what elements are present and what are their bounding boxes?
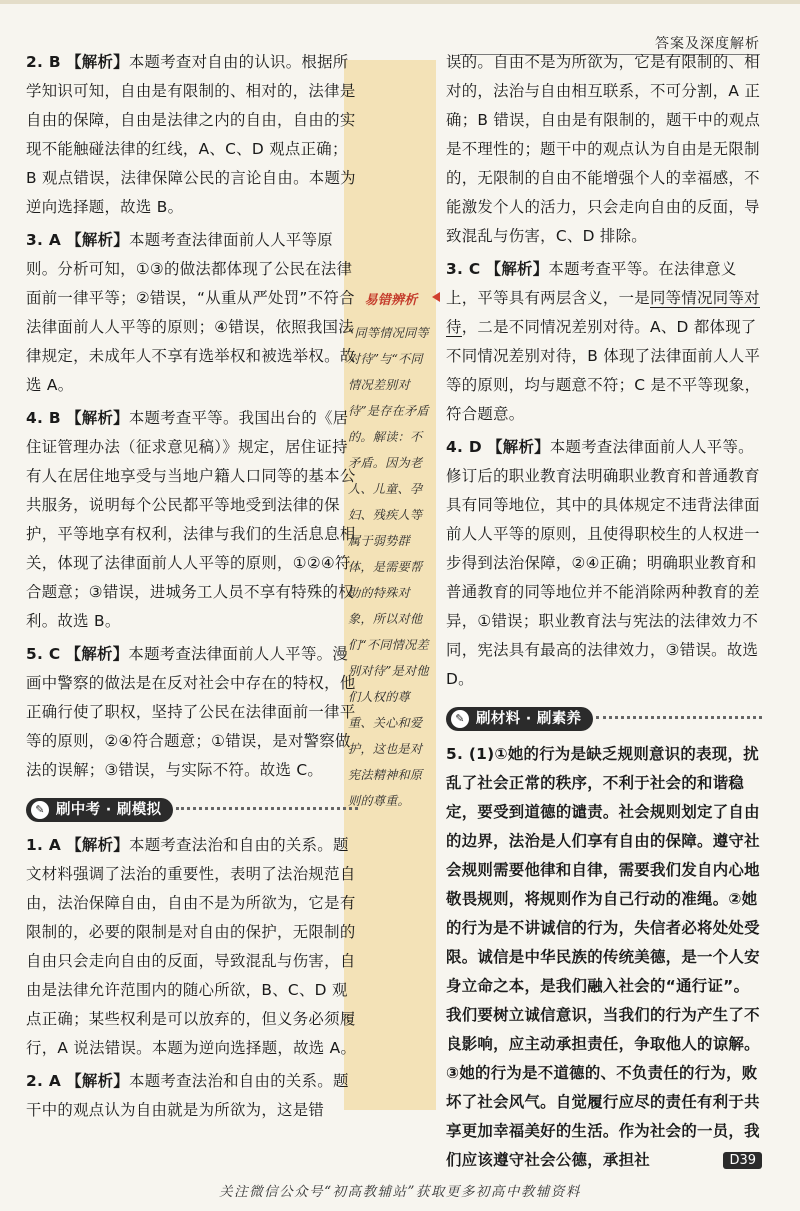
answer-q5 (26, 640, 358, 785)
book-icon: ✎ (31, 801, 49, 819)
banner-pill (26, 798, 173, 822)
answer-q2 (26, 48, 358, 222)
top-rule (0, 0, 800, 4)
section-banner-material (446, 704, 762, 732)
answer-q3 (26, 226, 358, 400)
answer-number: 3. A (26, 231, 62, 249)
answer-m2-continued (446, 48, 762, 251)
answer-text: 本题考查法治和自由的关系。题文材料强调了法治的重要性，表明了法治规范自由，法治保障自由，自由不是为所欲为，它是有限制的，必要的限制是对自由的保护，无限制的自由只会走向自由的反面，导致混乱与伤害，自由是法律允许范围内的随心所欲，B、C、D 观点正确；某些权利是可以放弃的，但义务必须履行，A 说法错误。本题为逆向选择题，故选 A。 (26, 836, 357, 1057)
answer-m5 (446, 740, 762, 1175)
answer-m2 (26, 1067, 358, 1125)
banner-label: 刷中考 · 刷模拟 (56, 802, 162, 818)
analysis-tag: 【解析】 (66, 836, 129, 854)
answer-text: 误的。自由不是为所欲为，它是有限制的、相对的，法治与自由相互联系，不可分割，A 正确；B 错误，自由是有限制的，题干中的观点是不理性的；题干中的观点认为自由是无限制的，无限制的自由不能增强个人的幸福感，不能激发个人的活力，只会走向自由的反面，导致混乱与伤害，C、D 排除。 (446, 53, 761, 245)
answer-q4 (26, 404, 358, 636)
footer-note: 关注微信公众号“初高教辅站”获取更多初高中教辅资料 (219, 1184, 581, 1200)
answer-number: 5. (446, 745, 464, 763)
page-number: D39 (723, 1152, 762, 1169)
banner-pill (446, 707, 593, 731)
arrow-left-icon (432, 292, 440, 302)
answer-number: 5. C (26, 645, 61, 663)
answer-text: 本题考查对自由的认识。根据所学知识可知，自由是有限制的、相对的，法律是自由的保障，自由是法律之内的自由，自由的实现不能触碰法律的红线，A、C、D 观点正确；B 观点错误，法律保障公民的言论自由。本题为逆向选择题，故选 B。 (26, 53, 356, 216)
book-icon: ✎ (451, 710, 469, 728)
mistake-note-title: 易错辨析 (364, 293, 418, 308)
analysis-tag: 【解析】 (66, 53, 129, 71)
underlined-phrase: 同等情况同等对待 (446, 289, 760, 336)
answer-m4 (446, 433, 762, 694)
answer-number: 4. D (446, 438, 482, 456)
answer-text: (1)①她的行为是缺乏规则意识的表现，扰乱了社会正常的秩序，不利于社会的和谐稳定，要受到道德的谴责。社会规则划定了自由的边界，法治是人们享有自由的保障。遵守社会规则需要他律和自律，需要我们发自内心地敬畏规则，将规则作为自己行动的准绳。②她的行为是不讲诚信的行为，失信者必将处处受限。诚信是中华民族的传统美德，是一个人安身立命之本，是我们融入社会的“通行证”。我们要树立诚信意识，当我们的行为产生了不良影响，应主动承担责任，争取他人的谅解。③她的行为是不道德的、不负责任的行为，败坏了社会风气。自觉履行应尽的责任有利于共享更加幸福美好的生活。作为社会的一员，我们应该遵守社会公德，承担社 (446, 745, 760, 1169)
section-banner-mock (26, 795, 358, 823)
answer-m1 (26, 831, 358, 1063)
banner-dots (596, 716, 762, 719)
answer-number: 4. B (26, 409, 61, 427)
answer-text: 本题考查平等。在法律意义上，平等具有两层含义，一是 (446, 260, 737, 307)
answer-number: 2. B (26, 53, 61, 71)
answer-text: 本题考查法律面前人人平等。修订后的职业教育法明确职业教育和普通教育具有同等地位，其中的具体规定不违背法律面前人人平等的原则，且使得职校生的人权进一步得到法治保障，②④正确；明确职业教育和普通教育的同等地位并不能消除两种教育的差异，①错误；职业教育法与宪法的法律效力不同，宪法具有最高的法律效力，③错误。故选 D。 (446, 438, 760, 688)
banner-dots (176, 807, 358, 810)
mistake-note-text: “同等情况同等对待”与“不同情况差别对待”是存在矛盾的。解读：不矛盾。因为老人、儿童、孕妇、残疾人等属于弱势群体，是需要帮助的特殊对象，所以对他们“不同情况差别对待”是对他们人权的尊重、关心和爱护，这也是对宪法精神和原则的尊重。 (348, 326, 429, 808)
mistake-note (348, 288, 434, 814)
answer-m3 (446, 255, 762, 429)
analysis-tag: 【解析】 (66, 231, 129, 249)
section-header: 答案及深度解析 (655, 36, 760, 52)
right-column (446, 48, 762, 1179)
answer-text: 本题考查法律面前人人平等。漫画中警察的做法是在反对社会中存在的特权，他正确行使了职权，坚持了公民在法律面前一律平等的原则，②④符合题意；①错误，是对警察做法的误解；③错误，与实际不符。故选 C。 (26, 645, 356, 779)
left-column (26, 48, 358, 1129)
answer-text: 本题考查法治和自由的关系。题干中的观点认为自由就是为所欲为，这是错 (26, 1072, 349, 1119)
analysis-tag: 【解析】 (66, 1072, 129, 1090)
answer-number: 1. A (26, 836, 62, 854)
answer-text: 本题考查法律面前人人平等原则。分析可知，①③的做法都体现了公民在法律面前一律平等；②错误，“从重从严处罚”不符合法律面前人人平等的原则；④错误，依照我国法律规定，未成年人不享有选举权和被选举权。故选 A。 (26, 231, 356, 394)
answer-number: 2. A (26, 1072, 62, 1090)
banner-label: 刷材料 · 刷素养 (476, 711, 582, 727)
analysis-tag: 【解析】 (65, 645, 129, 663)
analysis-tag: 【解析】 (66, 409, 129, 427)
answer-number: 3. C (446, 260, 481, 278)
answer-text: 本题考查平等。我国出台的《居住证管理办法（征求意见稿）》规定，居住证持有人在居住地享受与当地户籍人口同等的基本公共服务，说明每个公民都平等地受到法律的保护，平等地享有权利，法律与我们的生活息息相关，体现了法律面前人人平等的原则，①②④符合题意；③错误，进城务工人员不享有特殊的权利。故选 B。 (26, 409, 356, 630)
analysis-tag: 【解析】 (485, 260, 549, 278)
answer-text: ，二是不同情况差别对待。A、D 都体现了不同情况差别对待，B 体现了法律面前人人平等的原则，均与题意不符；C 是不平等现象，符合题意。 (446, 318, 761, 423)
analysis-tag: 【解析】 (487, 438, 550, 456)
